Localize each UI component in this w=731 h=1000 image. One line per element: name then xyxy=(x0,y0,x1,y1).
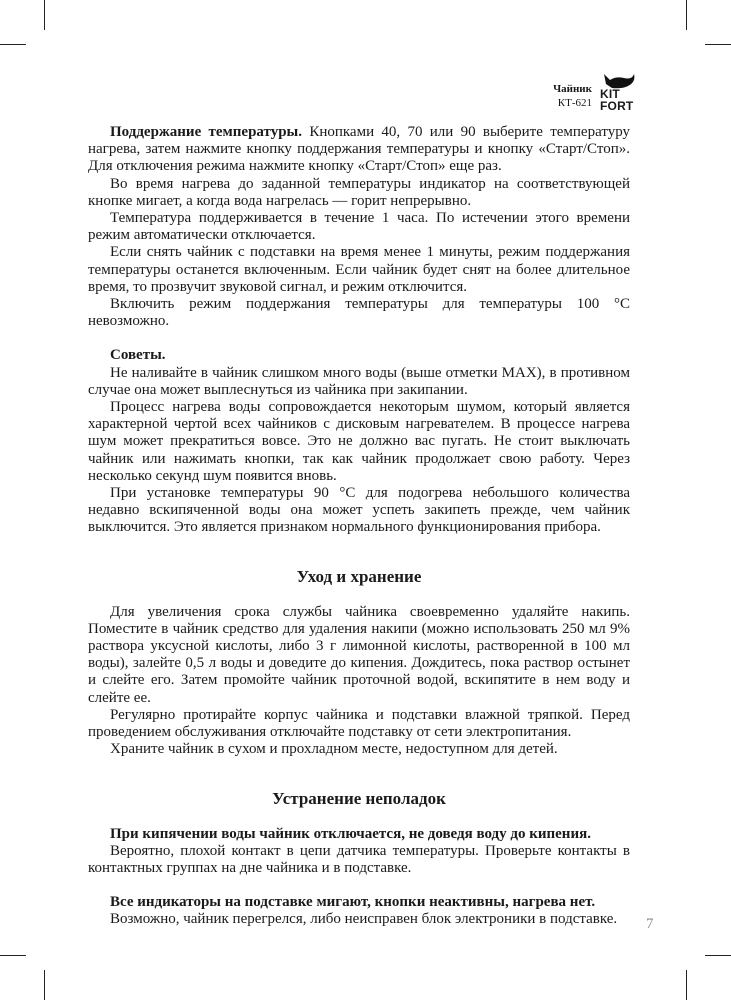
care-paragraph-2: Регулярно протирайте корпус чайника и подставки влажной тряпкой. Перед проведением обслуживания отключайте подставку от сети электропитания. xyxy=(88,706,630,741)
spacer xyxy=(88,877,630,894)
page-number: 7 xyxy=(646,916,654,932)
temp-paragraph-5: Включить режим поддержания температуры для температуры 100 °C невозможно. xyxy=(88,296,630,330)
trouble-title: Устранение неполадок xyxy=(272,788,446,808)
temp-paragraph-4: Если снять чайник с подставки на время менее 1 минуты, режим поддержания температуры останется включенным. Если чайник будет снят на более длительное время, то прозвучит звуковой сигнал, и режим отключится. xyxy=(88,244,630,295)
trouble-answer-2: Возможно, чайник перегрелся, либо неисправен блок электроники в подставке. xyxy=(110,911,618,928)
kitfort-logo-text: KIT FORT xyxy=(600,87,634,113)
crop-mark xyxy=(686,0,687,30)
tips-paragraph-1: Не наливайте в чайник слишком много воды (выше отметки MAX), в противном случае она может выплеснуться из чайника при закипании. xyxy=(88,364,630,398)
care-paragraph-3: Храните чайник в сухом и прохладном месте, недоступном для детей. xyxy=(110,741,558,758)
temp-paragraph-3: Температура поддерживается в течение 1 часа. По истечении этого времени режим автоматически отключается. xyxy=(88,210,630,244)
crop-mark xyxy=(686,970,687,1000)
tips-paragraph-2: Процесс нагрева воды сопровождается некоторым шумом, который является характерной чертой всех чайников с дисковым нагревателем. В процессе нагрева шум может прекратиться вовсе. Это не должно вас пугать. Не стоит выключать чайник или нажимать кнопки, так как чайник продолжает свою работу. Через несколько секунд шум появится вновь. xyxy=(88,399,630,484)
crop-mark xyxy=(705,955,731,956)
model-label xyxy=(553,82,592,110)
trouble-answer-1: Вероятно, плохой контакт в цепи датчика температуры. Проверьте контакты в контактных группах на дне чайника и в подставке. xyxy=(88,842,630,876)
care-paragraph-1: Для увеличения срока службы чайника своевременно удаляйте накипь. Поместите в чайник средство для удаления накипи (можно использовать 250 мл 9% раствора уксусной кислоты, либо 3 г лимонной кислоты, растворенной в 100 мл воды), залейте 0,5 л воды и доведите до кипения. Дождитесь, пока раствор остынет и слейте его. Затем промойте чайник проточной водой, вскипятите в нем воду и слейте ее. xyxy=(88,603,630,706)
tips-paragraph-3: При установке температуры 90 °C для подогрева небольшого количества недавно вскипяченной воды она может успеть закипеть прежде, чем чайник выключится. Это является признаком нормального функционирования прибора. xyxy=(88,485,630,536)
crop-mark xyxy=(0,955,26,956)
crop-mark xyxy=(44,0,45,30)
page-content xyxy=(88,124,630,929)
model-name: Чайник xyxy=(553,83,592,95)
trouble-question-2: Все индикаторы на подставке мигают, кнопки неактивны, нагрева нет. xyxy=(110,894,596,911)
spacer xyxy=(88,809,630,826)
temp-heading: Поддержание температуры. xyxy=(110,124,303,140)
tips-heading: Советы. xyxy=(110,347,166,364)
care-title: Уход и хранение xyxy=(296,566,422,586)
spacer xyxy=(88,759,630,789)
trouble-question-1: При кипячении воды чайник отключается, не доведя воду до кипения. xyxy=(110,825,591,842)
spacer xyxy=(88,537,630,567)
crop-mark xyxy=(705,44,731,45)
page-header xyxy=(520,82,640,112)
temp-paragraph-2: Во время нагрева до заданной температуры индикатор на соответствующей кнопке мигает, а когда вода нагрелась — горит непрерывно. xyxy=(88,175,630,209)
temp-text: Кнопками 40, 70 или 90 выберите температуру нагрева, затем нажмите кнопку поддержания температуры и кнопку «Старт/Стоп». Для отключения режима нажмите кнопку «Старт/Стоп» еще раз. xyxy=(88,124,631,175)
crop-mark xyxy=(0,44,26,45)
crop-mark xyxy=(44,970,45,1000)
temp-paragraph-1 xyxy=(88,124,630,176)
model-code: КТ-621 xyxy=(557,97,592,109)
spacer xyxy=(88,587,630,604)
spacer xyxy=(88,330,630,347)
